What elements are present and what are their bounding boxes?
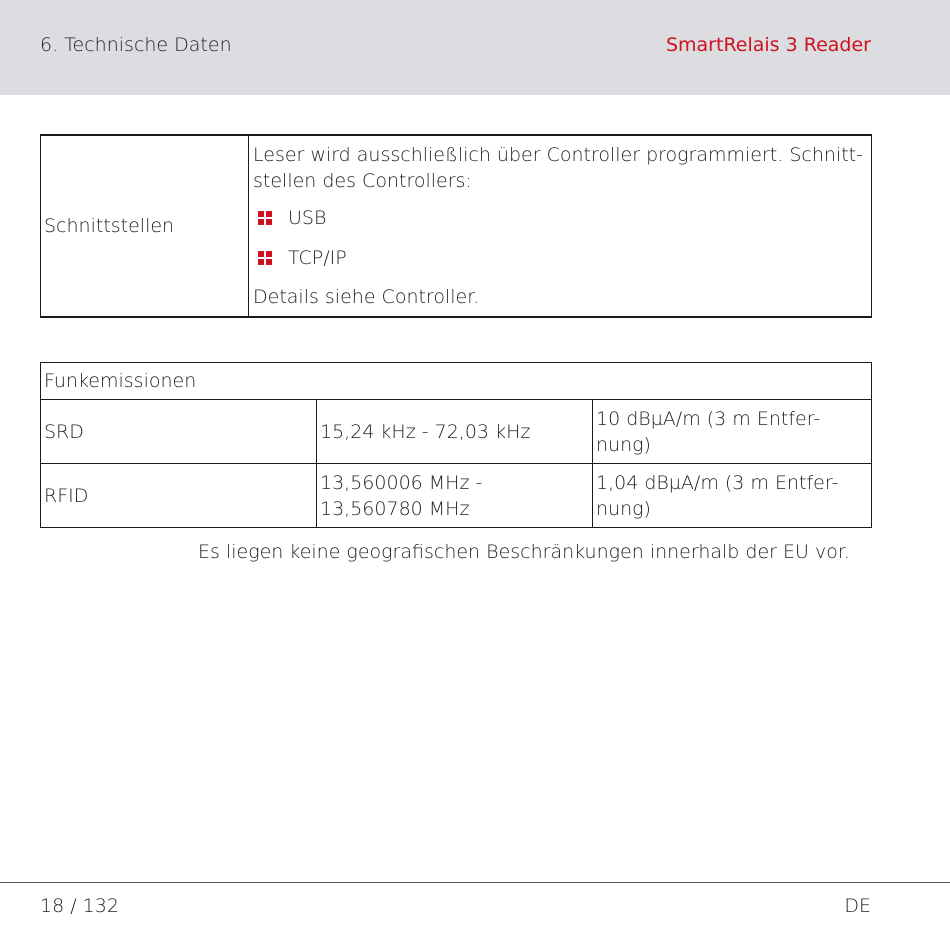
language-code: DE: [844, 895, 871, 917]
emission-name: SRD: [41, 400, 317, 464]
emission-level: [593, 464, 872, 528]
interfaces-table: [40, 134, 872, 318]
level-line-1: 1,04 dBµA/m (3 m Entfer-: [596, 471, 839, 494]
intro-line-2: stellen des Controllers:: [253, 170, 472, 192]
frequency-text: 15,24 kHz - 72,03 kHz: [320, 420, 531, 443]
emission-level: [593, 400, 872, 464]
interfaces-label: Schnittstellen: [41, 135, 249, 317]
interfaces-content: [249, 135, 872, 317]
frequency-line-2: 13,560780 MHz: [320, 497, 470, 520]
section-title: 6. Technische Daten: [40, 34, 232, 56]
emission-frequency: [317, 400, 593, 464]
four-square-bullet-icon: [258, 211, 272, 225]
emission-name: RFID: [41, 464, 317, 528]
frequency-line-1: 13,560006 MHz -: [320, 471, 483, 494]
four-square-bullet-icon: [258, 251, 272, 265]
level-line-2: nung): [596, 497, 651, 520]
table-header-row: [41, 363, 872, 400]
bullet-tcpip: TCP/IP: [288, 247, 347, 269]
level-line-1: 10 dBµA/m (3 m Entfer-: [596, 407, 821, 430]
list-item: [253, 244, 867, 272]
product-name: SmartRelais 3 Reader: [665, 34, 871, 56]
page-number: 18 / 132: [40, 895, 119, 917]
level-line-2: nung): [596, 433, 651, 456]
intro-line-1: Leser wird ausschließlich über Controller programmiert. Schnitt-: [253, 144, 863, 166]
eu-note: Es liegen keine geografischen Beschränkungen innerhalb der EU vor.: [198, 541, 850, 563]
list-item: [253, 204, 867, 232]
interfaces-details: Details siehe Controller.: [253, 286, 480, 308]
emissions-table: [40, 362, 872, 528]
interfaces-intro: [253, 142, 867, 194]
table-row: [41, 464, 872, 528]
emissions-header: Funkemissionen: [41, 363, 872, 400]
page-header: [0, 0, 950, 95]
table-row: [41, 400, 872, 464]
table-row: [41, 135, 872, 317]
emission-frequency: [317, 464, 593, 528]
footer-divider: [0, 882, 950, 883]
bullet-usb: USB: [288, 207, 327, 229]
